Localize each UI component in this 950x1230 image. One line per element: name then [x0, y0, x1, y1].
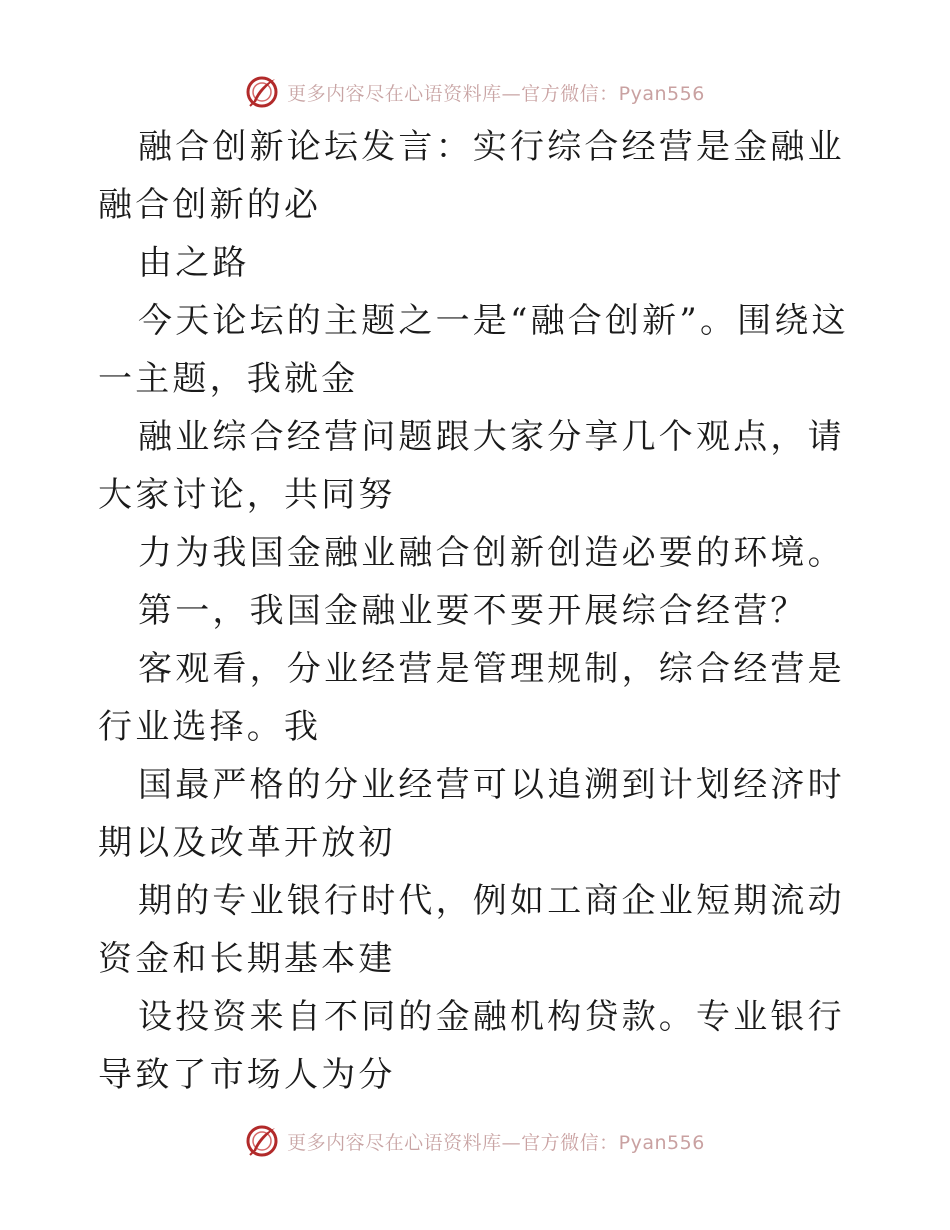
paragraph: 客观看，分业经营是管理规制，综合经营是行业选择。我 — [98, 649, 845, 747]
paragraph: 融合创新论坛发言：实行综合经营是金融业融合创新的必 — [98, 127, 845, 225]
paragraph: 第一，我国金融业要不要开展综合经营？ — [138, 591, 808, 631]
banner-main-text: 更多内容尽在心语资料库 — [287, 1131, 502, 1154]
banner-caption — [287, 79, 705, 106]
paragraph: 力为我国金融业融合创新创造必要的环境。 — [138, 533, 845, 573]
banner-wechat-text: 官方微信：Pyan556 — [521, 82, 705, 105]
header-banner — [0, 72, 950, 112]
footer-banner — [0, 1121, 950, 1161]
paragraph: 今天论坛的主题之一是“融合创新”。围绕这一主题，我就金 — [98, 301, 849, 399]
paragraph: 融业综合经营问题跟大家分享几个观点，请大家讨论，共同努 — [98, 417, 845, 515]
banner-wechat-text: 官方微信：Pyan556 — [521, 1131, 705, 1154]
feather-pen-logo-icon — [245, 1124, 279, 1158]
article-body — [98, 118, 858, 1104]
feather-pen-logo-icon — [245, 75, 279, 109]
paragraph: 由之路 — [138, 243, 250, 283]
paragraph: 国最严格的分业经营可以追溯到计划经济时期以及改革开放初 — [98, 765, 845, 863]
banner-caption — [287, 1128, 705, 1155]
banner-separator: — — [501, 1131, 522, 1154]
banner-main-text: 更多内容尽在心语资料库 — [287, 82, 502, 105]
banner-separator: — — [501, 82, 522, 105]
paragraph: 期的专业银行时代，例如工商企业短期流动资金和长期基本建 — [98, 881, 845, 979]
paragraph: 设投资来自不同的金融机构贷款。专业银行导致了市场人为分 — [98, 997, 845, 1095]
